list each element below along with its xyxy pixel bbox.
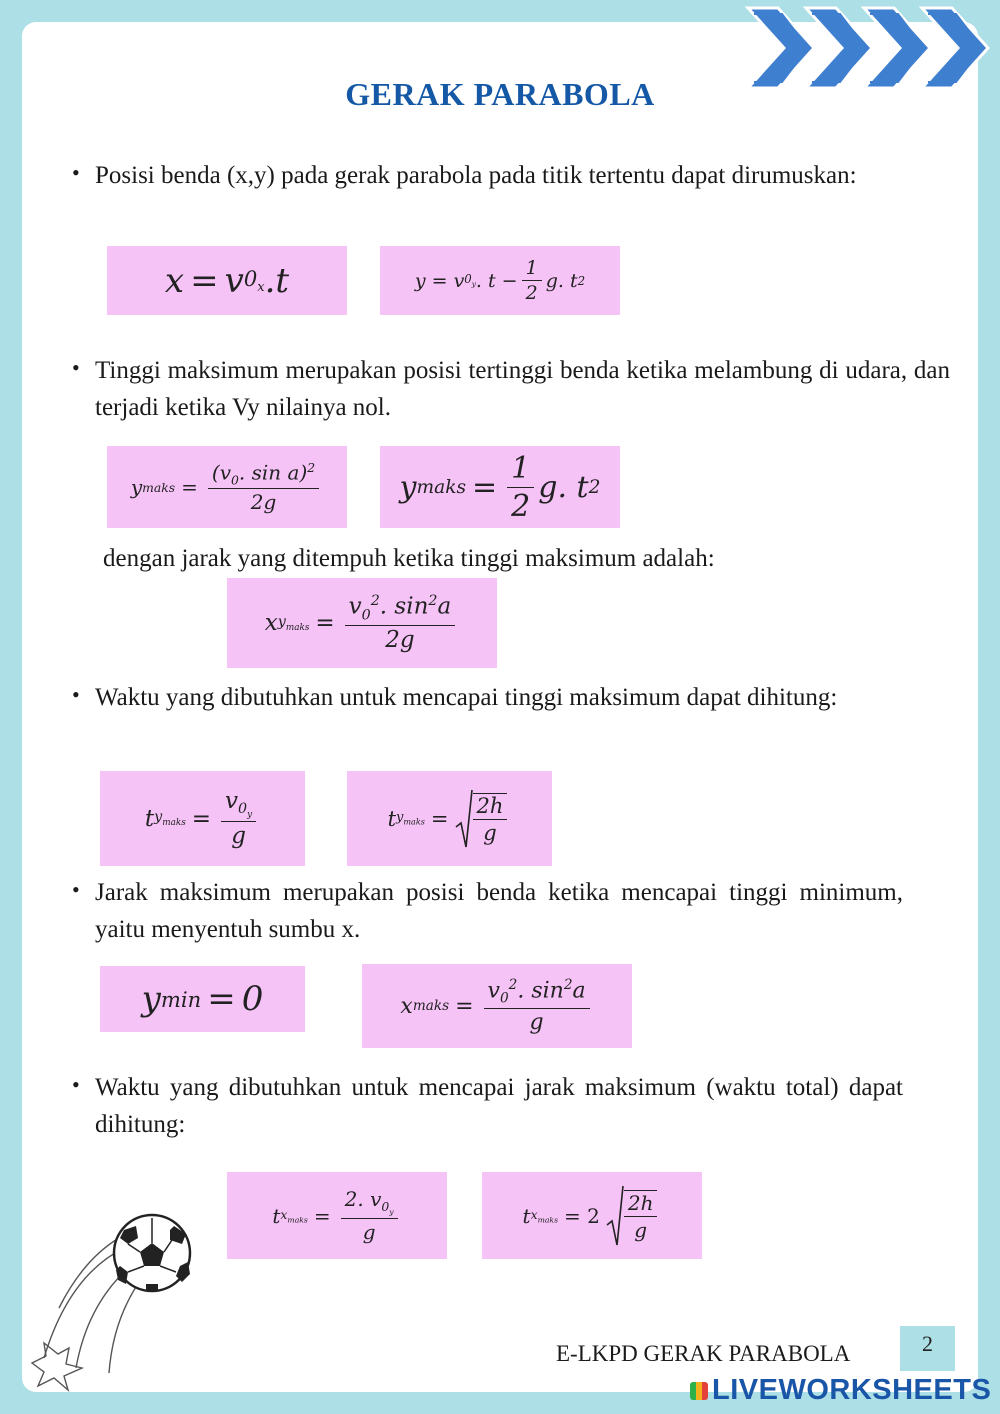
page-title: GERAK PARABOLA	[345, 76, 655, 112]
footer-label: E-LKPD GERAK PARABOLA	[556, 1341, 851, 1366]
liveworksheets-watermark	[690, 1374, 991, 1407]
formula-time-max-height-2: t $y_{maks}$ = $\frac{2h}{g}$	[347, 771, 552, 866]
bullet-4: •	[72, 682, 80, 707]
soccer-ball-icon	[24, 1208, 199, 1393]
formula-y-position: y = v $0_y$ . t − $\frac{1}{2}$ g. t 2	[380, 246, 620, 315]
formula-x-position: x = v $0_x$ .t	[107, 246, 347, 315]
formula-max-height-1: y maks = $\frac{(v_0. \sin a)^2}{2g}$	[107, 446, 347, 528]
section-5-text: Jarak maksimum merupakan posisi benda ketika mencapai tinggi minimum, yaitu menyentuh sumbu x.	[95, 879, 903, 943]
formula-total-time-1: t $x_{maks}$ = $\frac{2. v_{0_y}}{g}$	[227, 1172, 447, 1259]
section-4-text: Waktu yang dibutuhkan untuk mencapai tinggi maksimum dapat dihitung:	[95, 684, 838, 711]
formula-distance-at-max-height: x $y_{maks}$ = $\frac{v_0^2. \sin^2a}{2g}$	[227, 578, 497, 668]
section-3-text: dengan jarak yang ditempuh ketika tinggi maksimum adalah:	[103, 545, 715, 572]
formula-max-height-2: y maks = $\frac{1}{2}$ g. t 2	[380, 446, 620, 528]
page-number: 2	[900, 1326, 955, 1371]
bullet-6: •	[72, 1072, 80, 1097]
formula-time-max-height-1: t $y_{maks}$ = $\frac{v_{0_y}}{g}$	[100, 771, 305, 866]
square-root-icon	[455, 789, 473, 849]
bullet-5: •	[72, 877, 80, 902]
section-1-text: Posisi benda (x,y) pada gerak parabola pada titik tertentu dapat dirumuskan:	[95, 162, 857, 189]
section-2-text: Tinggi maksimum merupakan posisi tertinggi benda ketika melambung di udara, dan terjadi ketika Vy nilainya nol.	[95, 357, 950, 421]
formula-total-time-2: t $x_{maks}$ = 2 $\frac{2h}{g}$	[482, 1172, 702, 1259]
formula-min-height: y min = 0	[100, 966, 305, 1032]
watermark-text: LIVEWORKSHEETS	[712, 1374, 992, 1406]
formula-max-range: x maks = $\frac{v_0^2. \sin^2a}{g}$	[362, 964, 632, 1048]
bullet-1: •	[72, 160, 80, 185]
bullet-2: •	[72, 355, 80, 380]
square-root-icon	[606, 1185, 624, 1247]
section-6-text: Waktu yang dibutuhkan untuk mencapai jarak maksimum (waktu total) dapat dihitung:	[95, 1074, 903, 1138]
liveworksheets-logo-icon	[690, 1382, 708, 1400]
